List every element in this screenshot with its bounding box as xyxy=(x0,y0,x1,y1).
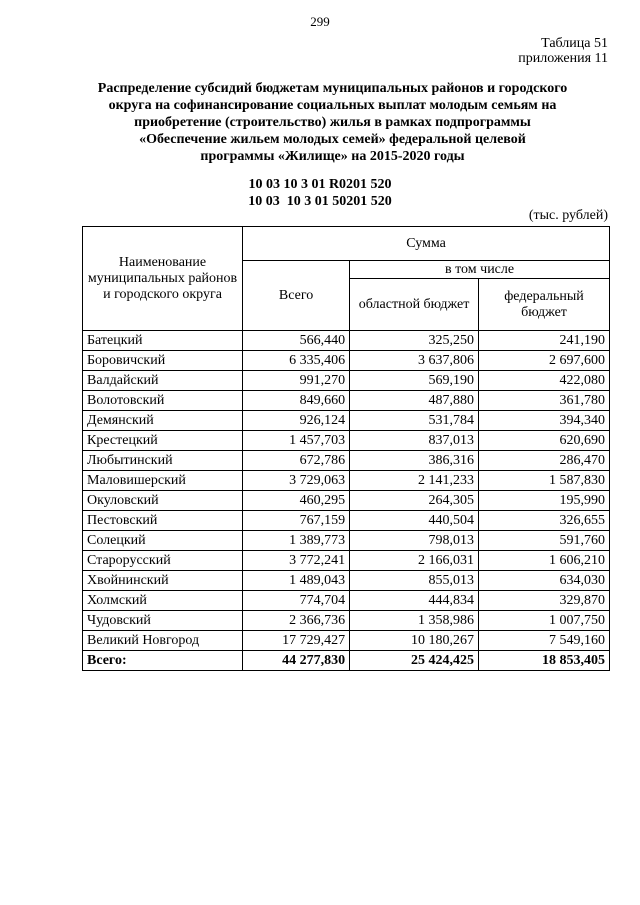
table-row xyxy=(83,491,610,511)
cell-federal: 329,870 xyxy=(479,591,610,611)
cell-total: 672,786 xyxy=(243,451,350,471)
cell-regional: 837,013 xyxy=(350,431,479,451)
cell-federal: 241,190 xyxy=(479,331,610,351)
cell-regional: 264,305 xyxy=(350,491,479,511)
cell-regional: 2 141,233 xyxy=(350,471,479,491)
cell-name: Чудовский xyxy=(83,611,243,631)
cell-federal: 286,470 xyxy=(479,451,610,471)
appendix-number: приложения 11 xyxy=(518,51,608,66)
total-label: Всего: xyxy=(83,651,243,671)
cell-name: Демянский xyxy=(83,411,243,431)
cell-total: 1 457,703 xyxy=(243,431,350,451)
table-body xyxy=(83,331,610,671)
header-name: Наименование муниципальных районов и городского округа xyxy=(83,227,243,331)
subsidy-table xyxy=(82,226,610,671)
cell-regional: 444,834 xyxy=(350,591,479,611)
cell-federal: 2 697,600 xyxy=(479,351,610,371)
cell-regional: 2 166,031 xyxy=(350,551,479,571)
budget-code: 10 03 10 3 01 R0201 520 xyxy=(248,177,392,192)
header-federal: федеральный бюджет xyxy=(479,279,610,331)
table-row xyxy=(83,471,610,491)
cell-name: Холмский xyxy=(83,591,243,611)
cell-total: 3 729,063 xyxy=(243,471,350,491)
table-row xyxy=(83,611,610,631)
table-row xyxy=(83,451,610,471)
cell-total: 3 772,241 xyxy=(243,551,350,571)
cell-total: 849,660 xyxy=(243,391,350,411)
cell-regional: 798,013 xyxy=(350,531,479,551)
title-line: Распределение субсидий бюджетам муниципальных районов и городского xyxy=(97,81,568,96)
cell-regional: 10 180,267 xyxy=(350,631,479,651)
total-regional: 25 424,425 xyxy=(350,651,479,671)
table-row xyxy=(83,371,610,391)
table-row xyxy=(83,551,610,571)
title-line: приобретение (строительство) жилья в рамках подпрограммы xyxy=(134,115,531,130)
cell-regional: 386,316 xyxy=(350,451,479,471)
table-row xyxy=(83,631,610,651)
cell-federal: 361,780 xyxy=(479,391,610,411)
cell-total: 767,159 xyxy=(243,511,350,531)
table-row xyxy=(83,531,610,551)
table-row xyxy=(83,591,610,611)
cell-total: 566,440 xyxy=(243,331,350,351)
table-row xyxy=(83,511,610,531)
cell-regional: 855,013 xyxy=(350,571,479,591)
cell-total: 6 335,406 xyxy=(243,351,350,371)
cell-total: 17 729,427 xyxy=(243,631,350,651)
cell-federal: 422,080 xyxy=(479,371,610,391)
cell-name: Валдайский xyxy=(83,371,243,391)
cell-name: Хвойнинский xyxy=(83,571,243,591)
cell-total: 774,704 xyxy=(243,591,350,611)
cell-name: Любытинский xyxy=(83,451,243,471)
title-line: программы «Жилище» на 2015-2020 годы xyxy=(200,149,465,164)
cell-regional: 440,504 xyxy=(350,511,479,531)
cell-name: Окуловский xyxy=(83,491,243,511)
table-row xyxy=(83,351,610,371)
cell-federal: 591,760 xyxy=(479,531,610,551)
total-federal: 18 853,405 xyxy=(479,651,610,671)
cell-regional: 1 358,986 xyxy=(350,611,479,631)
header-total: Всего xyxy=(243,261,350,331)
cell-federal: 1 606,210 xyxy=(479,551,610,571)
cell-total: 991,270 xyxy=(243,371,350,391)
cell-name: Маловишерский xyxy=(83,471,243,491)
table-row xyxy=(83,571,610,591)
cell-total: 1 489,043 xyxy=(243,571,350,591)
cell-name: Старорусский xyxy=(83,551,243,571)
document-title xyxy=(60,80,605,165)
header-regional: областной бюджет xyxy=(350,279,479,331)
cell-name: Батецкий xyxy=(83,331,243,351)
header-sum: Сумма xyxy=(243,227,610,261)
cell-total: 2 366,736 xyxy=(243,611,350,631)
cell-name: Пестовский xyxy=(83,511,243,531)
cell-federal: 620,690 xyxy=(479,431,610,451)
title-line: «Обеспечение жильем молодых семей» федеральной целевой xyxy=(139,132,526,147)
cell-federal: 7 549,160 xyxy=(479,631,610,651)
table-row xyxy=(83,331,610,351)
cell-name: Боровичский xyxy=(83,351,243,371)
header-including: в том числе xyxy=(350,261,610,279)
table-number: Таблица 51 xyxy=(541,36,608,51)
cell-regional: 487,880 xyxy=(350,391,479,411)
cell-name: Великий Новгород xyxy=(83,631,243,651)
title-line: округа на софинансирование социальных выплат молодым семьям на xyxy=(108,98,557,113)
cell-name: Солецкий xyxy=(83,531,243,551)
total-all: 44 277,830 xyxy=(243,651,350,671)
unit-label: (тыс. рублей) xyxy=(528,208,608,223)
table-row xyxy=(83,431,610,451)
table-reference xyxy=(518,36,608,66)
cell-federal: 1 007,750 xyxy=(479,611,610,631)
cell-regional: 325,250 xyxy=(350,331,479,351)
cell-regional: 569,190 xyxy=(350,371,479,391)
cell-total: 1 389,773 xyxy=(243,531,350,551)
table-row xyxy=(83,391,610,411)
cell-federal: 1 587,830 xyxy=(479,471,610,491)
budget-codes xyxy=(0,176,640,210)
page-number: 299 xyxy=(310,14,330,29)
cell-federal: 394,340 xyxy=(479,411,610,431)
budget-code: 10 03 10 3 01 50201 520 xyxy=(248,194,392,209)
cell-federal: 195,990 xyxy=(479,491,610,511)
cell-total: 460,295 xyxy=(243,491,350,511)
cell-regional: 3 637,806 xyxy=(350,351,479,371)
cell-total: 926,124 xyxy=(243,411,350,431)
cell-name: Крестецкий xyxy=(83,431,243,451)
cell-name: Волотовский xyxy=(83,391,243,411)
cell-federal: 634,030 xyxy=(479,571,610,591)
table-row xyxy=(83,411,610,431)
total-row xyxy=(83,651,610,671)
cell-federal: 326,655 xyxy=(479,511,610,531)
cell-regional: 531,784 xyxy=(350,411,479,431)
